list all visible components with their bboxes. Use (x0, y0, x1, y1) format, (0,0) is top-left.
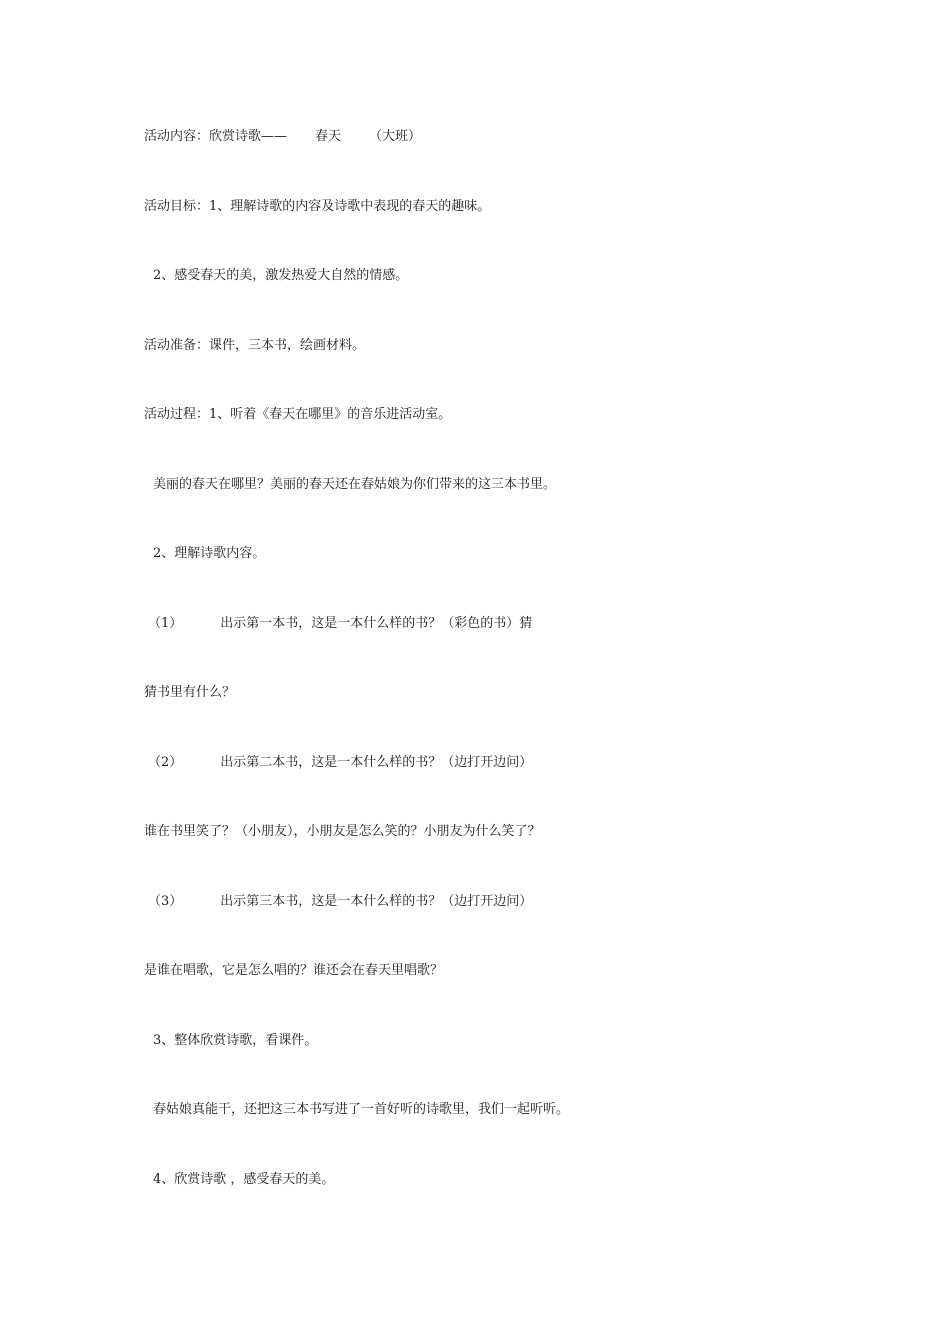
activity-goal-line-1: 活动目标：1、理解诗歌的内容及诗歌中表现的春天的趣味。 (144, 199, 491, 214)
process-substep-3 (148, 893, 532, 911)
substep-text: 出示第三本书，这是一本什么样的书？（边打开边问） (220, 894, 533, 909)
class-level: （大班） (369, 129, 422, 144)
activity-content-line (144, 128, 421, 146)
process-substep-1 (148, 615, 532, 633)
activity-content-label: 活动内容：欣赏诗歌—— (144, 129, 288, 144)
process-step-3: 3、整体欣赏诗歌，看课件。 (153, 1033, 318, 1048)
process-substep-3-cont: 是谁在唱歌，它是怎么唱的？谁还会在春天里唱歌？ (144, 963, 444, 978)
process-substep-1-cont: 猜书里有什么？ (144, 685, 236, 700)
activity-process-line-1: 活动过程：1、听着《春天在哪里》的音乐进活动室。 (144, 407, 452, 422)
process-paragraph-poem: 春姑娘真能干，还把这三本书写进了一首好听的诗歌里，我们一起听听。 (153, 1102, 570, 1117)
substep-number: （1） (148, 616, 183, 631)
process-substep-2 (148, 754, 532, 772)
substep-number: （3） (148, 894, 183, 909)
process-step-4: 4、欣赏诗歌 ，感受春天的美。 (153, 1172, 335, 1187)
poem-title: 春天 (315, 129, 342, 144)
process-paragraph-spring: 美丽的春天在哪里？美丽的春天还在春姑娘为你们带来的这三本书里。 (153, 477, 557, 492)
activity-goal-line-2: 2、感受春天的美，激发热爱大自然的情感。 (153, 268, 409, 283)
process-step-2: 2、理解诗歌内容。 (153, 546, 266, 561)
process-substep-2-cont: 谁在书里笑了？（小朋友），小朋友是怎么笑的？小朋友为什么笑了？ (144, 824, 541, 839)
substep-number: （2） (148, 755, 183, 770)
activity-prep-line: 活动准备：课件，三本书，绘画材料。 (144, 338, 366, 353)
substep-text: 出示第一本书，这是一本什么样的书？（彩色的书）猜 (220, 616, 533, 631)
substep-text: 出示第二本书，这是一本什么样的书？（边打开边问） (220, 755, 533, 770)
